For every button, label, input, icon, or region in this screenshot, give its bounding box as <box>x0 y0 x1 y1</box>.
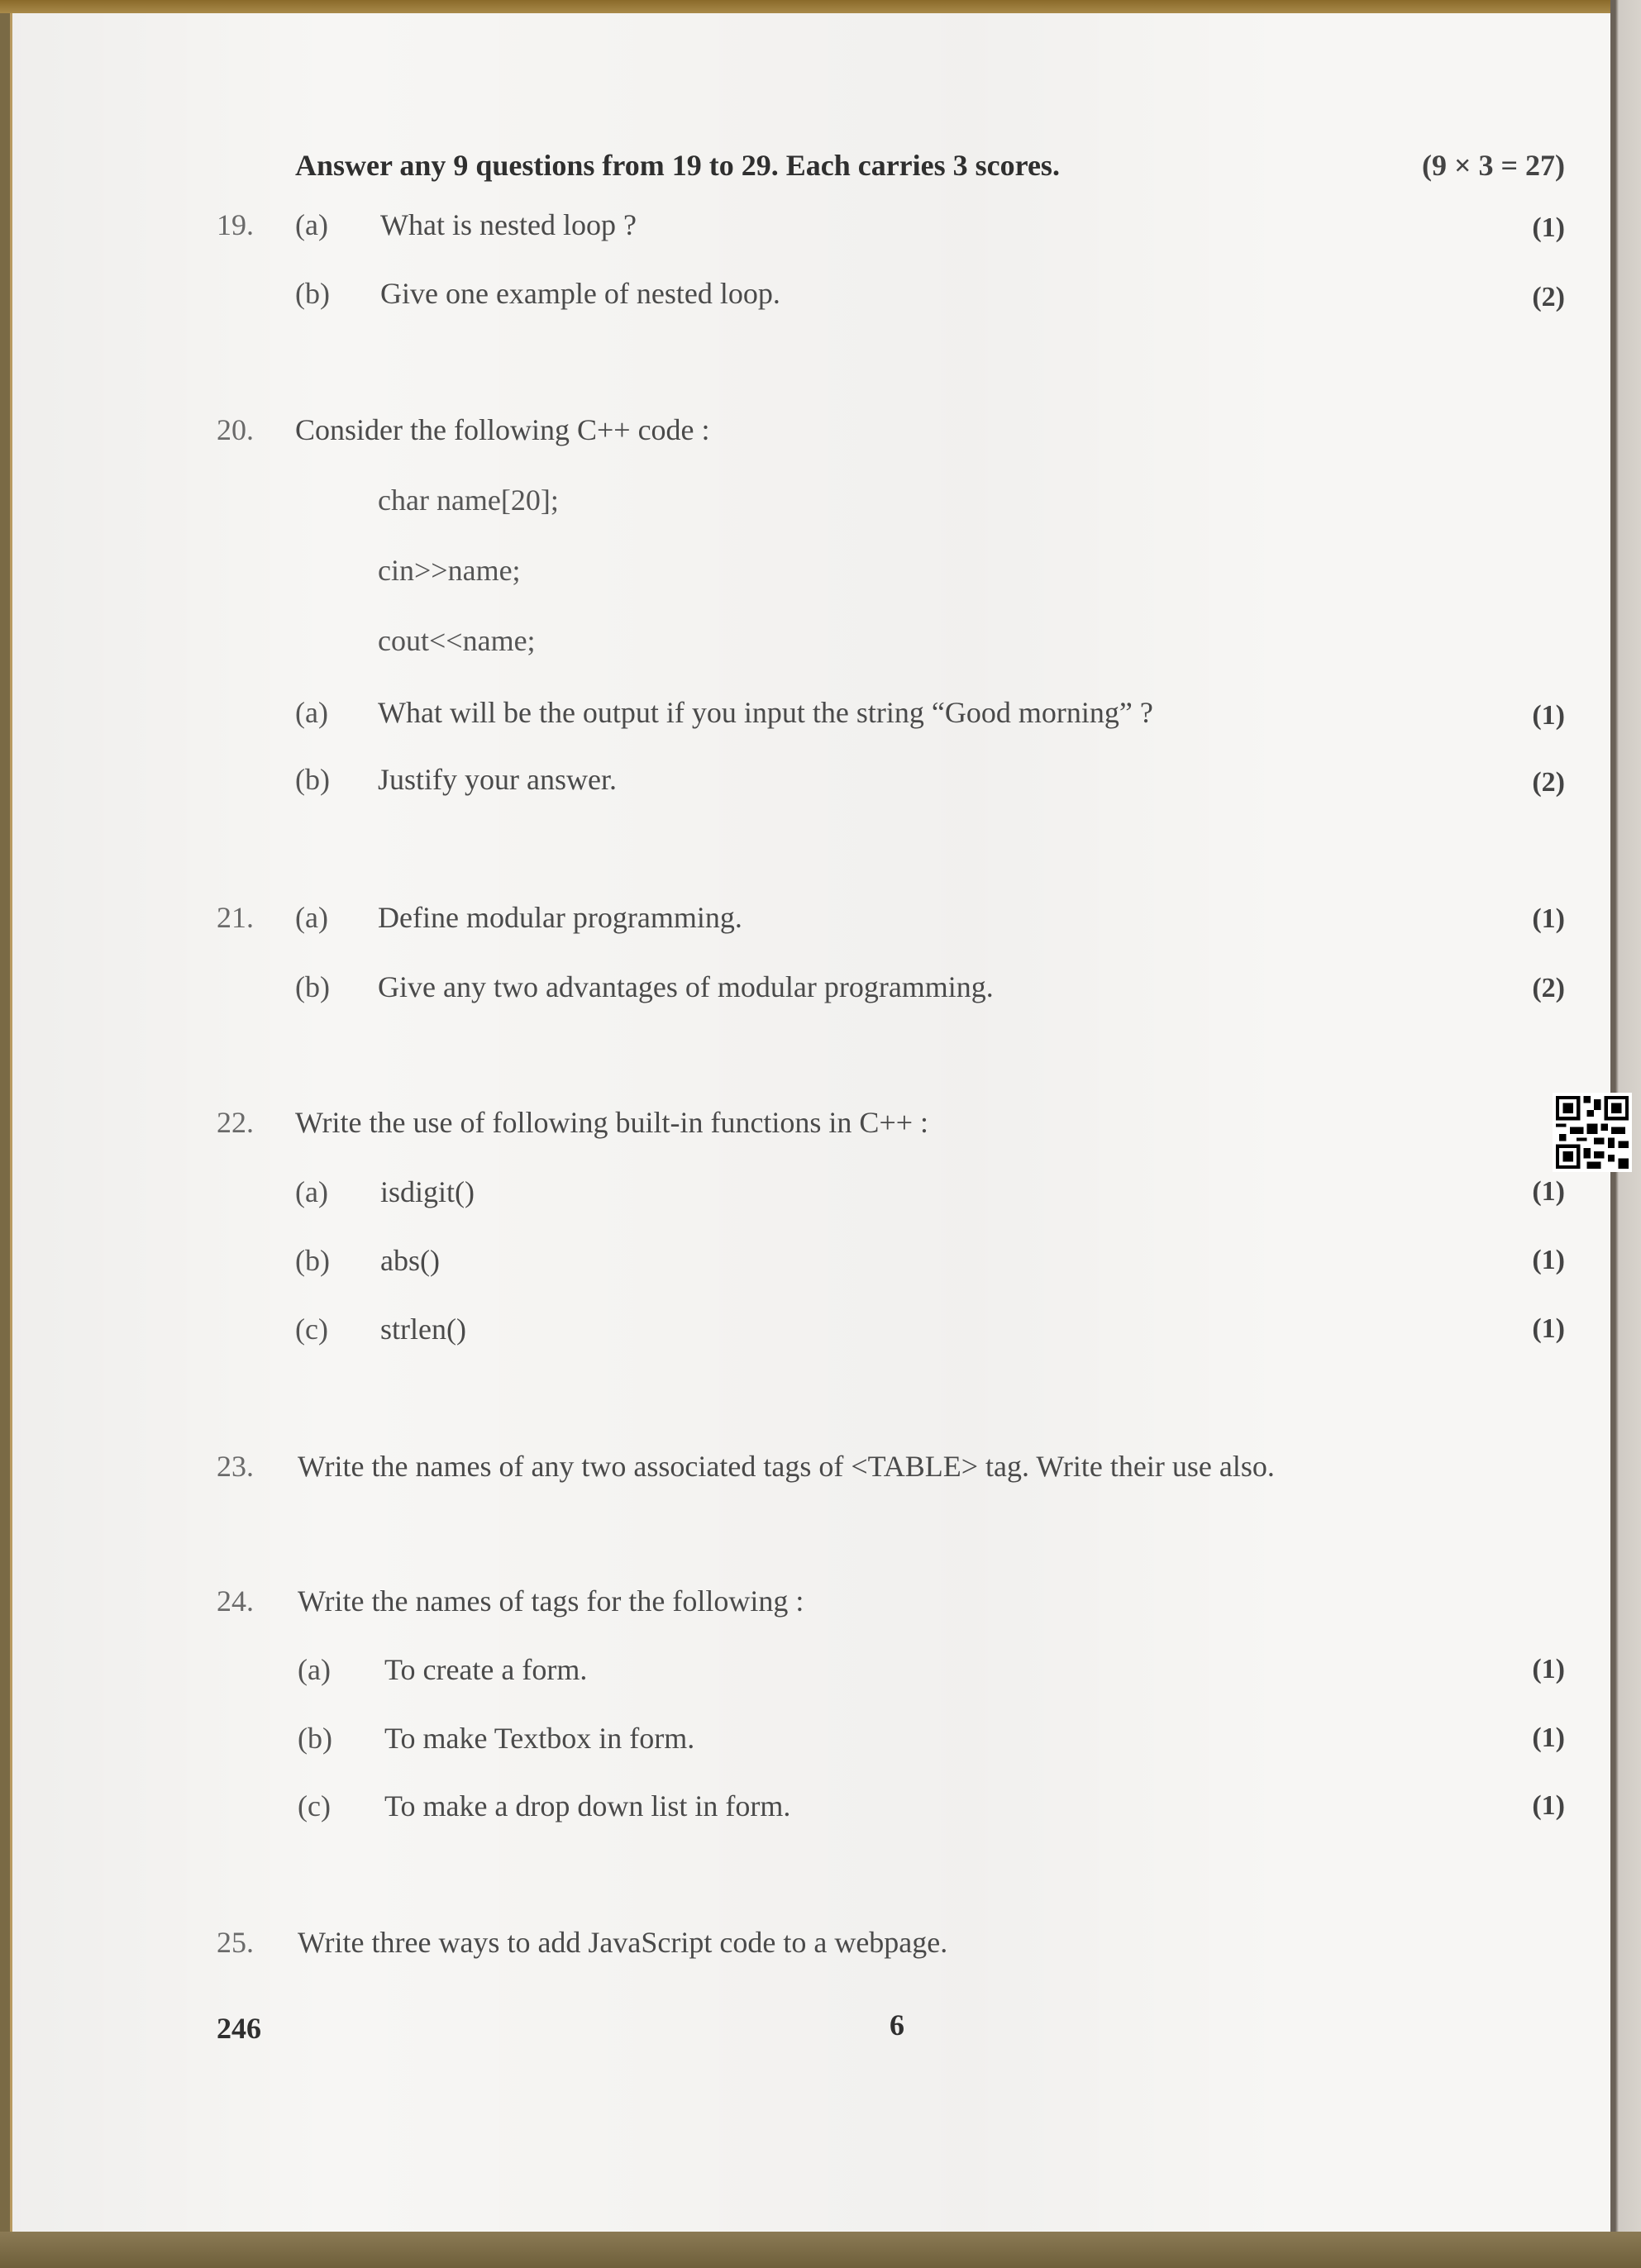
part-marks: (1) <box>1532 212 1565 243</box>
part-label: (c) <box>295 1313 328 1346</box>
part-label: (a) <box>295 1175 328 1208</box>
code-line: cin>>name; <box>378 554 521 587</box>
part-marks: (1) <box>1532 700 1565 731</box>
part-marks: (1) <box>1532 1176 1565 1207</box>
question-text: Write the names of tags for the following : <box>298 1584 804 1618</box>
part-text: abs() <box>380 1244 440 1277</box>
top-edge-background <box>0 0 1641 13</box>
section-marks: (9 × 3 = 27) <box>1421 149 1565 182</box>
part-label: (a) <box>298 1653 331 1686</box>
part-text: What is nested loop ? <box>380 208 637 241</box>
part-marks: (2) <box>1532 767 1565 798</box>
paper-code: 246 <box>217 2012 261 2045</box>
part-label: (a) <box>295 208 328 241</box>
question-number: 22. <box>217 1106 254 1139</box>
code-line: char name[20]; <box>378 484 559 517</box>
part-text: Give one example of nested loop. <box>380 277 780 310</box>
question-number: 21. <box>217 901 254 934</box>
question-number: 23. <box>217 1450 254 1483</box>
part-marks: (2) <box>1532 973 1565 1003</box>
part-label: (b) <box>298 1722 332 1755</box>
part-marks: (1) <box>1532 903 1565 934</box>
qr-code-icon <box>1556 1096 1629 1169</box>
question-number: 25. <box>217 1926 254 1959</box>
part-label: (a) <box>295 901 328 934</box>
question-text: Consider the following C++ code : <box>295 413 710 446</box>
part-marks: (1) <box>1532 1245 1565 1275</box>
part-text: isdigit() <box>380 1175 475 1208</box>
question-number: 20. <box>217 413 254 446</box>
part-text: To create a form. <box>384 1653 588 1686</box>
part-marks: (2) <box>1532 282 1565 312</box>
part-text: To make Textbox in form. <box>384 1722 695 1755</box>
part-text: Define modular programming. <box>378 901 742 934</box>
question-number: 19. <box>217 208 254 241</box>
section-instruction: Answer any 9 questions from 19 to 29. Each carries 3 scores. <box>295 149 1060 182</box>
part-marks: (1) <box>1532 1313 1565 1344</box>
part-label: (b) <box>295 970 330 1003</box>
code-line: cout<<name; <box>378 624 536 657</box>
part-text: Give any two advantages of modular programming. <box>378 970 994 1003</box>
page-number: 6 <box>890 2008 904 2042</box>
part-text: Justify your answer. <box>378 763 617 796</box>
question-number: 24. <box>217 1584 254 1618</box>
question-text: Write the names of any two associated tags of <TABLE> tag. Write their use also. <box>298 1450 1275 1483</box>
part-label: (b) <box>295 277 330 310</box>
part-marks: (1) <box>1532 1790 1565 1821</box>
part-marks: (1) <box>1532 1654 1565 1684</box>
bottom-edge-background <box>0 2232 1641 2268</box>
part-label: (a) <box>295 696 328 729</box>
part-label: (b) <box>295 1244 330 1277</box>
part-label: (b) <box>295 763 330 796</box>
part-text: strlen() <box>380 1313 466 1346</box>
question-text: Write the use of following built-in functions in C++ : <box>295 1106 929 1139</box>
part-text: To make a drop down list in form. <box>384 1789 791 1822</box>
part-label: (c) <box>298 1789 331 1822</box>
question-text: Write three ways to add JavaScript code to a webpage. <box>298 1926 948 1959</box>
part-marks: (1) <box>1532 1722 1565 1753</box>
part-text: What will be the output if you input the string “Good morning” ? <box>378 696 1153 729</box>
qr-code <box>1553 1093 1632 1172</box>
